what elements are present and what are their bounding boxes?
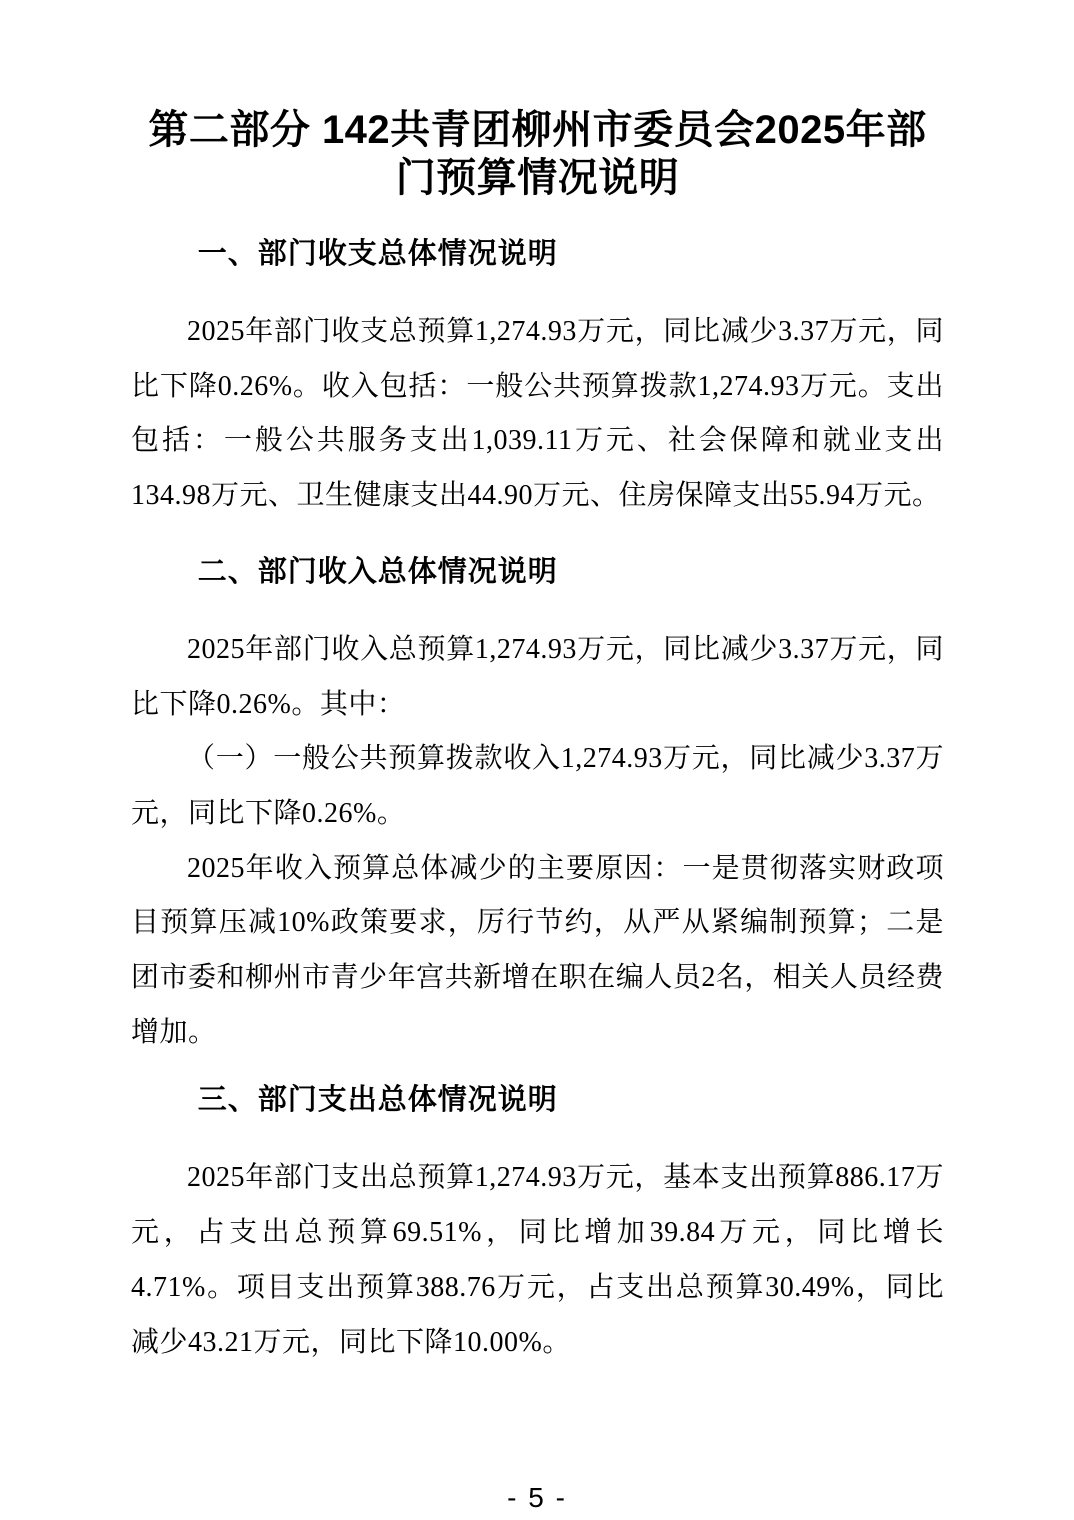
paragraph-revenue-item-1: （一）一般公共预算拨款收入1,274.93万元，同比减少3.37万元，同比下降0.26%。 [131, 743, 944, 829]
paragraph-revenue-total: 2025年部门收入总预算1,274.93万元，同比减少3.37万元，同比下降0.26%。其中： [131, 633, 944, 720]
section-heading-expenditure-overview: 三、部门支出总体情况说明 [197, 1084, 558, 1117]
paragraph-revenue-decrease-reasons: 2025年收入预算总体减少的主要原因：一是贯彻落实财政项目预算压减10%政策要求，厉行节约，从严从紧编制预算；二是团市委和柳州市青少年宫共新增在职在编人员2名，相关人员经费增加。 [131, 852, 944, 1048]
document-title [131, 106, 944, 202]
page-number: - 5 - [507, 1482, 567, 1513]
section-heading-revenue-expenditure-overview: 一、部门收支总体情况说明 [197, 238, 558, 270]
paragraph-revenue-expenditure-summary: 2025年部门收支总预算1,274.93万元，同比减少3.37万元，同比下降0.26%。收入包括：一般公共预算拨款1,274.93万元。支出包括：一般公共服务支出1,039.11万元、社会保障和就业支出134.98万元、卫生健康支出44.90万元、住房保障支出55.94万元。 [131, 316, 944, 512]
paragraph-expenditure-total: 2025年部门支出总预算1,274.93万元，基本支出预算886.17万元，占支出总预算69.51%，同比增加39.84万元，同比增长4.71%。项目支出预算388.76万元，占支出总预算30.49%，同比减少43.21万元，同比下降10.00%。 [131, 1162, 944, 1358]
document-title-line-2: 门预算情况说明 [395, 156, 680, 200]
document-title-line-1: 第二部分 142共青团柳州市委员会2025年部 [148, 108, 927, 152]
section-heading-revenue-overview: 二、部门收入总体情况说明 [197, 555, 558, 588]
